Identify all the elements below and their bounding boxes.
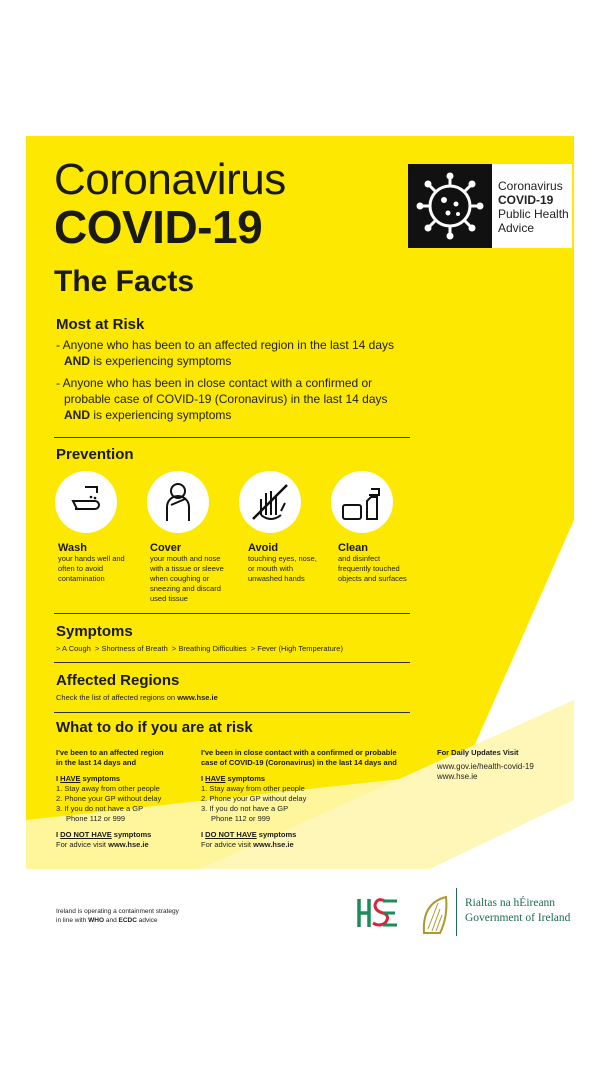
advice-line [56, 840, 196, 850]
step: 2. Phone your GP without delay [201, 794, 307, 803]
prevention-text: with a tissue or sleeve [150, 564, 224, 573]
badge-line3: Public Health [498, 207, 569, 221]
and-emphasis: AND [64, 408, 90, 422]
advice-text: For advice visit [56, 840, 109, 849]
no-symptoms-label [201, 830, 421, 840]
footer-text: and [104, 917, 119, 924]
who-text: WHO [88, 917, 105, 924]
label-text: symptoms [256, 830, 297, 839]
label-emphasis: HAVE [205, 774, 226, 783]
footer-note [56, 907, 179, 925]
prevention-title: Cover [150, 542, 182, 554]
virus-icon [408, 164, 492, 248]
no-symptoms-label [56, 830, 196, 840]
label-emphasis: DO NOT HAVE [205, 830, 257, 839]
footer-text: in line with [56, 917, 89, 924]
label-emphasis: DO NOT HAVE [60, 830, 112, 839]
prevention-text: or mouth with [248, 564, 294, 573]
clean-surfaces-icon [331, 471, 393, 533]
footer-text: advice [136, 917, 158, 924]
and-emphasis: AND [64, 354, 90, 368]
prevention-item-avoid [248, 542, 338, 584]
affected-regions-text [56, 693, 218, 703]
virus-icon-box [408, 164, 492, 248]
step: 1. Stay away from other people [201, 784, 305, 793]
badge-line2: COVID-19 [498, 193, 554, 207]
have-symptoms-label [56, 774, 196, 784]
prevention-title: Clean [338, 542, 368, 554]
hse-link[interactable]: www.hse.ie [253, 840, 294, 849]
risk-item2-text: is experiencing symptoms [93, 408, 232, 422]
hse-link[interactable]: www.hse.ie [177, 693, 218, 702]
hse-link[interactable]: www.hse.ie [437, 772, 478, 781]
badge-line1: Coronavirus [498, 179, 563, 193]
title-the-facts: The Facts [54, 265, 195, 298]
step: 3. If you do not have a GP [201, 804, 289, 813]
affected-regions-heading: Affected Regions [56, 672, 180, 689]
prevention-text: touching eyes, nose, [248, 554, 317, 563]
prevention-text: your mouth and nose [150, 554, 221, 563]
advice-line [201, 840, 421, 850]
prevention-item-clean [338, 542, 428, 584]
divider [54, 662, 410, 663]
label-text: I [56, 830, 61, 839]
divider [54, 437, 410, 438]
risk-item2-line3 [64, 407, 231, 423]
prevention-item-cover [150, 542, 240, 604]
wash-hands-icon [55, 471, 117, 533]
prevention-title: Wash [58, 542, 87, 554]
prevention-text: sneezing and discard [150, 584, 221, 593]
prevention-text: contamination [58, 574, 105, 583]
prevention-text: frequently touched [338, 564, 400, 573]
divider [54, 712, 410, 713]
step: Phone 112 or 999 [66, 814, 126, 823]
step: Phone 112 or 999 [211, 814, 271, 823]
prevention-heading: Prevention [56, 446, 134, 463]
prevention-text: often to avoid [58, 564, 104, 573]
advice-text: For advice visit [201, 840, 254, 849]
label-text: I [201, 830, 206, 839]
risk-item1-text: is experiencing symptoms [93, 354, 232, 368]
label-emphasis: HAVE [60, 774, 81, 783]
col-heading: I've been in close contact with a confirmed or probable [201, 748, 397, 757]
avoid-touching-icon [239, 471, 301, 533]
what-to-do-col1 [56, 748, 196, 850]
have-symptoms-label [201, 774, 421, 784]
harp-emblem-icon [418, 893, 452, 939]
what-to-do-col2 [201, 748, 421, 850]
title-coronavirus: Coronavirus [54, 155, 286, 204]
label-text: symptoms [111, 830, 152, 839]
label-text: symptoms [80, 774, 121, 783]
updates-heading: For Daily Updates Visit [437, 748, 519, 757]
hse-logo [355, 893, 399, 933]
col-heading: in the last 14 days and [56, 758, 137, 767]
step: 3. If you do not have a GP [56, 804, 144, 813]
label-text: I [56, 774, 61, 783]
hse-link[interactable]: www.hse.ie [108, 840, 149, 849]
step: 1. Stay away from other people [56, 784, 160, 793]
prevention-text: used tissue [150, 594, 188, 603]
prevention-text: unwashed hands [248, 574, 305, 583]
step: 2. Phone your GP without delay [56, 794, 162, 803]
most-at-risk-heading: Most at Risk [56, 316, 145, 333]
prevention-title: Avoid [248, 542, 279, 554]
risk-item2-line2: probable case of COVID-19 (Coronavirus) in the last 14 days [64, 392, 388, 406]
prevention-text: your hands well and [58, 554, 125, 563]
prevention-item-wash [58, 542, 148, 584]
col-heading: I've been to an affected region [56, 748, 164, 757]
symptoms-heading: Symptoms [56, 623, 133, 640]
label-text: I [201, 774, 206, 783]
label-text: symptoms [225, 774, 266, 783]
risk-item2-line1: - Anyone who has been in close contact with a confirmed or [56, 376, 373, 390]
badge-line4: Advice [498, 221, 535, 235]
risk-item1-line2 [64, 353, 231, 369]
title-covid19: COVID-19 [54, 201, 263, 253]
symptoms-list: > A Cough > Shortness of Breath > Breathing Difficulties > Fever (High Temperature) [56, 644, 343, 653]
gov-irish-name: Rialtas na hÉireann [465, 897, 556, 909]
public-health-badge [408, 164, 572, 248]
divider [54, 613, 410, 614]
footer-line [56, 916, 179, 925]
what-to-do-heading: What to do if you are at risk [56, 719, 253, 736]
daily-updates [437, 748, 567, 782]
cover-cough-icon [147, 471, 209, 533]
logo-divider [456, 888, 457, 936]
ecdc-text: ECDC [118, 917, 137, 924]
footer-line: Ireland is operating a containment strategy [56, 908, 179, 915]
prevention-text: objects and surfaces [338, 574, 407, 583]
col-heading: case of COVID-19 (Coronavirus) in the last 14 days and [201, 758, 397, 767]
affected-text: Check the list of affected regions on [56, 693, 176, 702]
prevention-text: and disinfect [338, 554, 381, 563]
gov-english-name: Government of Ireland [465, 912, 571, 924]
gov-link[interactable]: www.gov.ie/health-covid-19 [437, 762, 534, 771]
prevention-text: when coughing or [150, 574, 210, 583]
risk-item1-line1: - Anyone who has been to an affected region in the last 14 days [56, 338, 395, 352]
